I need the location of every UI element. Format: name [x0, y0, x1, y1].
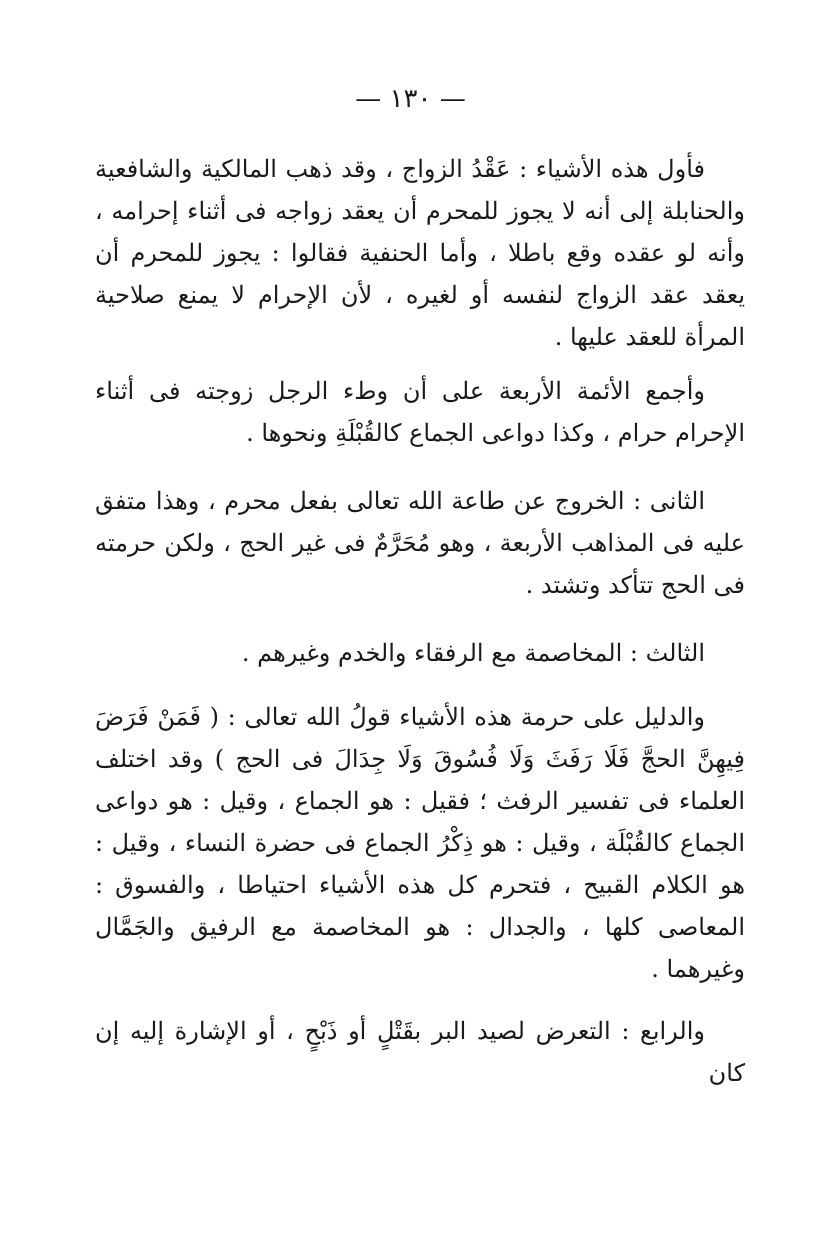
paragraph-second-disobedience: الثانى : الخروج عن طاعة الله تعالى بفعل محرم ، وهذا متفق عليه فى المذاهب الأربعة ، وهو مُحَرَّمٌ فى غير الحج ، ولكن حرمته فى الحج تتأكد وتشتد .	[95, 487, 745, 599]
paragraph-consensus-intercourse: وأجمع الأئمة الأربعة على أن وطء الرجل زوجته فى أثناء الإحرام حرام ، وكذا دواعى الجماع كالقُبْلَةِ ونحوها .	[95, 377, 745, 447]
text-body	[95, 148, 745, 1094]
paragraph-evidence-verse: والدليل على حرمة هذه الأشياء قولُ الله تعالى : ( فَمَنْ فَرَضَ فِيهِنَّ الحجَّ فَلَا رَفَثَ وَلَا فُسُوقَ وَلَا جِدَالَ فى الحج ) وقد اختلف العلماء فى تفسير الرفث ؛ فقيل : هو الجماع ، وقيل : هو دواعى الجماع كالقُبْلَة ، وقيل : هو ذِكْرُ الجماع فى حضرة النساء ، وقيل : هو الكلام القبيح ، فتحرم كل هذه الأشياء احتياطا ، والفسوق : المعاصى كلها ، والجدال : هو المخاصمة مع الرفيق والجَمَّال وغيرهما .	[95, 703, 745, 983]
paragraph-marriage-contract: فأول هذه الأشياء : عَقْدُ الزواج ، وقد ذهب المالكية والشافعية والحنابلة إلى أنه لا يجوز للمحرم أن يعقد زواجه فى أثناء إحرامه ، وأنه لو عقده وقع باطلا ، وأما الحنفية فقالوا : يجوز للمحرم أن يعقد عقد الزواج لنفسه أو لغيره ، لأن الإحرام لا يمنع صلاحية المرأة للعقد عليها .	[95, 155, 745, 351]
page-number: — ١٣٠ —	[355, 84, 466, 114]
paragraph-fourth-hunting: والرابع : التعرض لصيد البر بقَتْلٍ أو ذَبْحٍ ، أو الإشارة إليه إن كان	[95, 1017, 745, 1087]
paragraph-third-quarrel: الثالث : المخاصمة مع الرفقاء والخدم وغيرهم .	[241, 639, 705, 667]
